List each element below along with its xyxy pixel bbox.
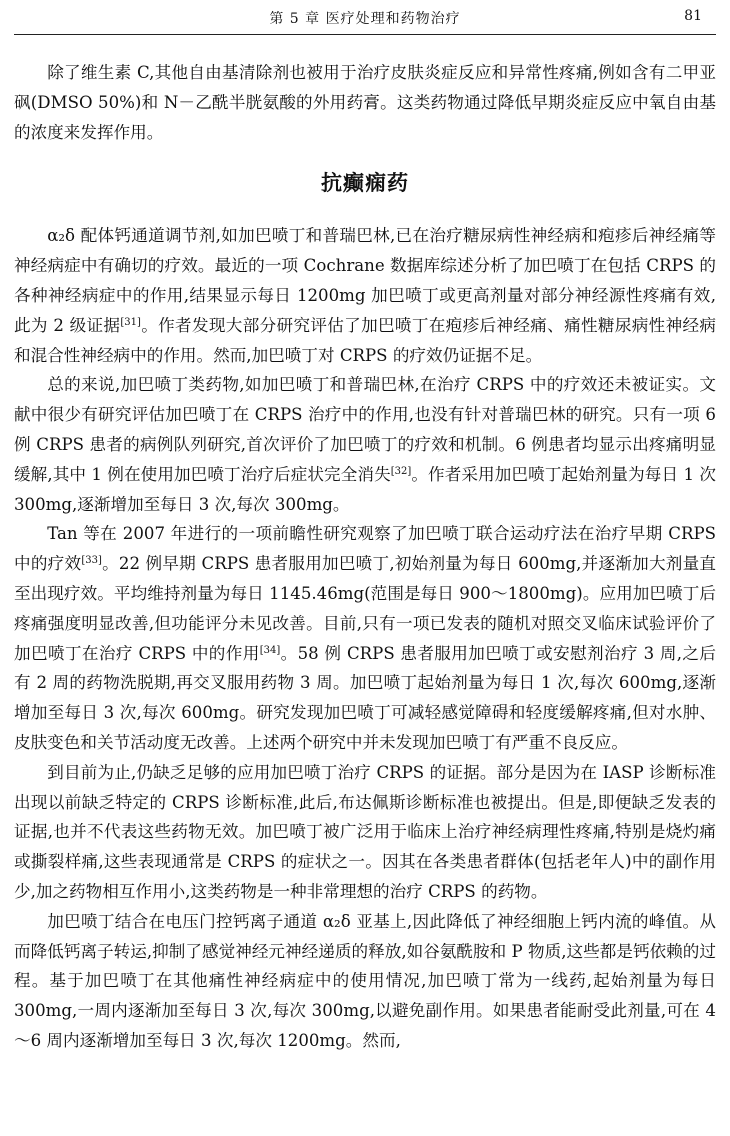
page-number: 81 [684, 8, 702, 24]
paragraph-insufficient-evidence: 到目前为止,仍缺乏足够的应用加巴喷丁治疗 CRPS 的证据。部分是因为在 IASP 诊断标准出现以前缺乏特定的 CRPS 诊断标准,此后,布达佩斯诊断标准也被提出。但是,即便缺乏发表的证据,也并不代表这些药物无效。加巴喷丁被广泛用于临床上治疗神经病理性疼痛,特别是烧灼痛或撕裂样痛,这些表现通常是 CRPS 的症状之一。因其在各类患者群体(包括老年人)中的副作用少,加之药物相互作用小,这类药物是一种非常理想的治疗 CRPS 的药物。 [14, 762, 716, 901]
paragraph-text: 。作者采用加巴喷丁起始剂量为每日 1 次 300mg,逐渐增加至每日 3 次,每次 300mg。 [14, 464, 716, 514]
page-body [14, 58, 716, 1056]
citation-31: [31] [120, 316, 141, 328]
paragraph-alpha2delta-ligands [14, 221, 716, 370]
paragraph-text: 总的来说,加巴喷丁类药物,如加巴喷丁和普瑞巴林,在治疗 CRPS 中的疗效还未被证实。文献中很少有研究评估加巴喷丁在 CRPS 治疗中的作用,也没有针对普瑞巴林的研究。只有一项 6 例 CRPS 患者的病例队列研究,首次评价了加巴喷丁的疗效和机制。6 例患者均显示出疼痛明显缓解,其中 1 例在使用加巴喷丁治疗后症状完全消失 [14, 375, 716, 484]
paragraph-mechanism-dosing: 加巴喷丁结合在电压门控钙离子通道 α₂δ 亚基上,因此降低了神经细胞上钙内流的峰值。从而降低钙离子转运,抑制了感觉神经元神经递质的释放,如谷氨酰胺和 P 物质,这些都是钙依赖的过程。基于加巴喷丁在其他痛性神经病症中的使用情况,加巴喷丁常为一线药,起始剂量为每日 300mg,一周内逐渐加至每日 3 次,每次 300mg,以避免副作用。如果患者能耐受此剂量,可在 4～6 周内逐渐增加至每日 3 次,每次 1200mg。然而, [14, 911, 716, 1050]
paragraph-text: Tan 等在 2007 年进行的一项前瞻性研究观察了加巴喷丁联合运动疗法在治疗早期 CRPS 中的疗效 [14, 524, 716, 574]
section-heading-antiepileptics: 抗癫痫药 [321, 170, 409, 196]
paragraph-free-radical-scavengers: 除了维生素 C,其他自由基清除剂也被用于治疗皮肤炎症反应和异常性疼痛,例如含有二甲亚砜(DMSO 50%)和 N－乙酰半胱氨酸的外用药膏。这类药物通过降低早期炎症反应中氧自由基的浓度来发挥作用。 [14, 63, 716, 142]
chapter-title: 第 5 章 医疗处理和药物治疗 [269, 11, 461, 27]
running-header [14, 0, 716, 35]
paragraph-text: 。22 例早期 CRPS 患者服用加巴喷丁,初始剂量为每日 600mg,并逐渐加大剂量直至出现疗效。平均维持剂量为每日 1145.46mg(范围是每日 900～1800mg)。应用加巴喷丁后疼痛强度明显改善,但功能评分未见改善。目前,只有一项已发表的随机对照交叉临床试验评价了加巴喷丁在治疗 CRPS 中的作用 [14, 554, 717, 663]
paragraph-gabapentinoid-evidence [14, 370, 716, 519]
citation-32: [32] [390, 465, 412, 477]
citation-34: [34] [259, 644, 281, 656]
paragraph-text: 。作者发现大部分研究评估了加巴喷丁在疱疹后神经痛、痛性糖尿病性神经病和混合性神经病中的作用。然而,加巴喷丁对 CRPS 的疗效仍证据不足。 [14, 315, 717, 365]
citation-33: [33] [81, 555, 102, 567]
paragraph-tan-study [14, 519, 716, 757]
paragraph-text: 。58 例 CRPS 患者服用加巴喷丁或安慰剂治疗 3 周,之后有 2 周的药物洗脱期,再交叉服用药物 3 周。加巴喷丁起始剂量为每日 1 次,每次 600mg,逐渐增加至每日 3 次,每次 600mg。研究发现加巴喷丁可减轻感觉障碍和轻度缓解疼痛,但对水肿、皮肤变色和关节活动度无改善。上述两个研究中并未发现加巴喷丁有严重不良反应。 [14, 643, 717, 752]
paragraph-text: α₂δ 配体钙通道调节剂,如加巴喷丁和普瑞巴林,已在治疗糖尿病性神经病和疱疹后神经痛等神经病症中有确切的疗效。最近的一项 Cochrane 数据库综述分析了加巴喷丁在包括 CRPS 的各种神经病症中的作用,结果显示每日 1200mg 加巴喷丁或更高剂量对部分神经源性疼痛有效,此为 2 级证据 [14, 226, 716, 335]
